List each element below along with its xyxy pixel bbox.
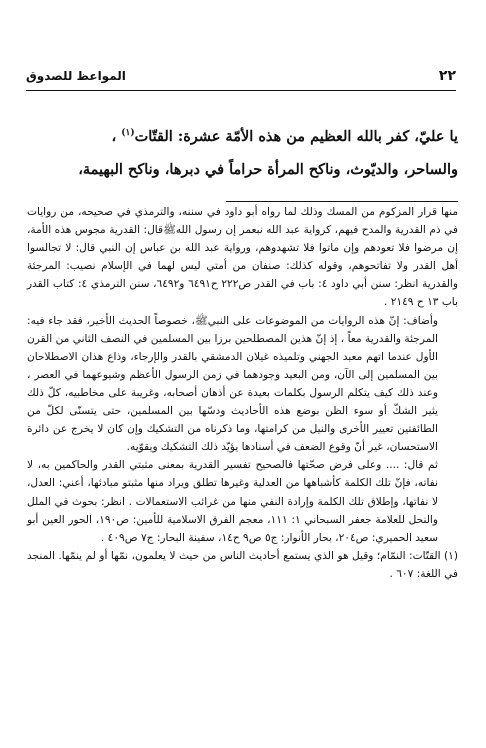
footnotes [27, 203, 458, 583]
footnote-marker: (١) [121, 128, 135, 139]
page-number: ٢٢ [438, 68, 456, 84]
footnote-separator [226, 201, 458, 202]
main-text [30, 120, 458, 186]
running-header [26, 68, 456, 91]
book-title: المواعظ للصدوق [26, 69, 126, 83]
footnote-paragraph-4: (١) القتّات: النمّام؛ وقيل هو الذي يستمع أحاديث الناس من حيث لا يعلمون، نمّها أو لم ينمّها. المنجد في اللغة: ٦٠٧ . [27, 549, 458, 580]
main-text-line-1 [30, 120, 458, 153]
main-text-line-1-body: يا عليّ، كفر بالله العظيم من هذه الأمّة عشرة: القتّات [134, 128, 458, 145]
main-text-line-2: والساحر، والديّوث، وناكح المرأة حراماً في دبرها، وناكح البهيمة، [78, 161, 458, 178]
footnote-paragraph-1: منها قرار المزكوم من المسك وذلك لما رواه أبو داود في سننه، والترمذي في صحيحه، من روايات في ذم القدرية والمدح فيهم، كرواية عبد الله نبعمر إن رسول اللهﷺقال: القدرية مجوس هذه الأمة، إن مرضوا فلا تعودهم وإن ماتوا فلا تشهدوهم، ورواية عبد الله بن عباس إن النبي قال: لا تجالسوا أهل القدر ولا تفاتحوهم، وقوله كذلك: صنفان من أمتي ليس لهما في الإسلام نصيب: المرجئة والقدرية انظر: سنن أبي داود ٤: باب في القدر ص٢٢٢ ح٦٤٩١ و٦٤٩٢، سنن الترمذي ٤: كتاب القدر باب ١٣ ح ٢١٤٩ . [27, 206, 458, 309]
footnote-paragraph-2: وأضاف: إنّ هذه الروايات من الموضوعات على النبيﷺ، خصوصاً الحديث الأخير، فقد جاء فيه: المرجئة والقدرية معاً ، إذ إنّ هذين المصطلحين برزا بين المسلمين في النصف الثاني من القرن الأول عندما اتهم معبد الجهني وتلميذه غيلان الدمشقي بالقدر والإرجاء، وذاع هذان الاصطلاحان بين المسلمين إلى الآن، ومن البعيد وجودهما في زمن الرسول الأعظم وشيوعهما في العصر ، وعند ذلك كيف يتكلم الرسول بكلمات بعيدة عن أذهان أصحابه، وغريبة على مخاطبيه، كلّ ذلك يثير الشكّ أو سوء الظن بوضع هذه الأحاديث ودسّها بين المسلمين، حتى يتسنّى لكلّ من الطائفتين تعيير الأخرى والنيل من كرامتها، وما ذكرناه من التشكيك وإن كان لا يخرج عن دائرة الاستحسان، غير أنّ وقوع الضعف في أسنادها يؤيّد ذلك التشكيك ويقوّيه. [27, 314, 438, 454]
footnote-paragraph-3: ثم قال: .... وعلى فرض صحّتها فالصحيح تفسير القدرية بمعنى مثبتي القدر والحاكمين به، لا نفاته، فإنّ تلك الكلمة كأشباهها من العدلية وغيرها تطلق ويراد منها مثبتو مبادئها، أعني: العدل، لا نفاتها، وإطلاق تلك الكلمة وإرادة النفي منها من غرائب الاستعمالات . انظر: بحوث في الملل والنحل للعلامة جعفر السبحاني ١: ١١١، معجم الفرق الاسلامية للأمين: ص١٩٠، الحور العين أبو سعيد الحميري: ص٢٠٤، بحار الأنوار: ج٥ ص٩ ح١٤، سفينة البحار: ج٧ ص٤٠٩ . [27, 459, 438, 544]
main-text-line-1-end: ، [111, 128, 122, 145]
